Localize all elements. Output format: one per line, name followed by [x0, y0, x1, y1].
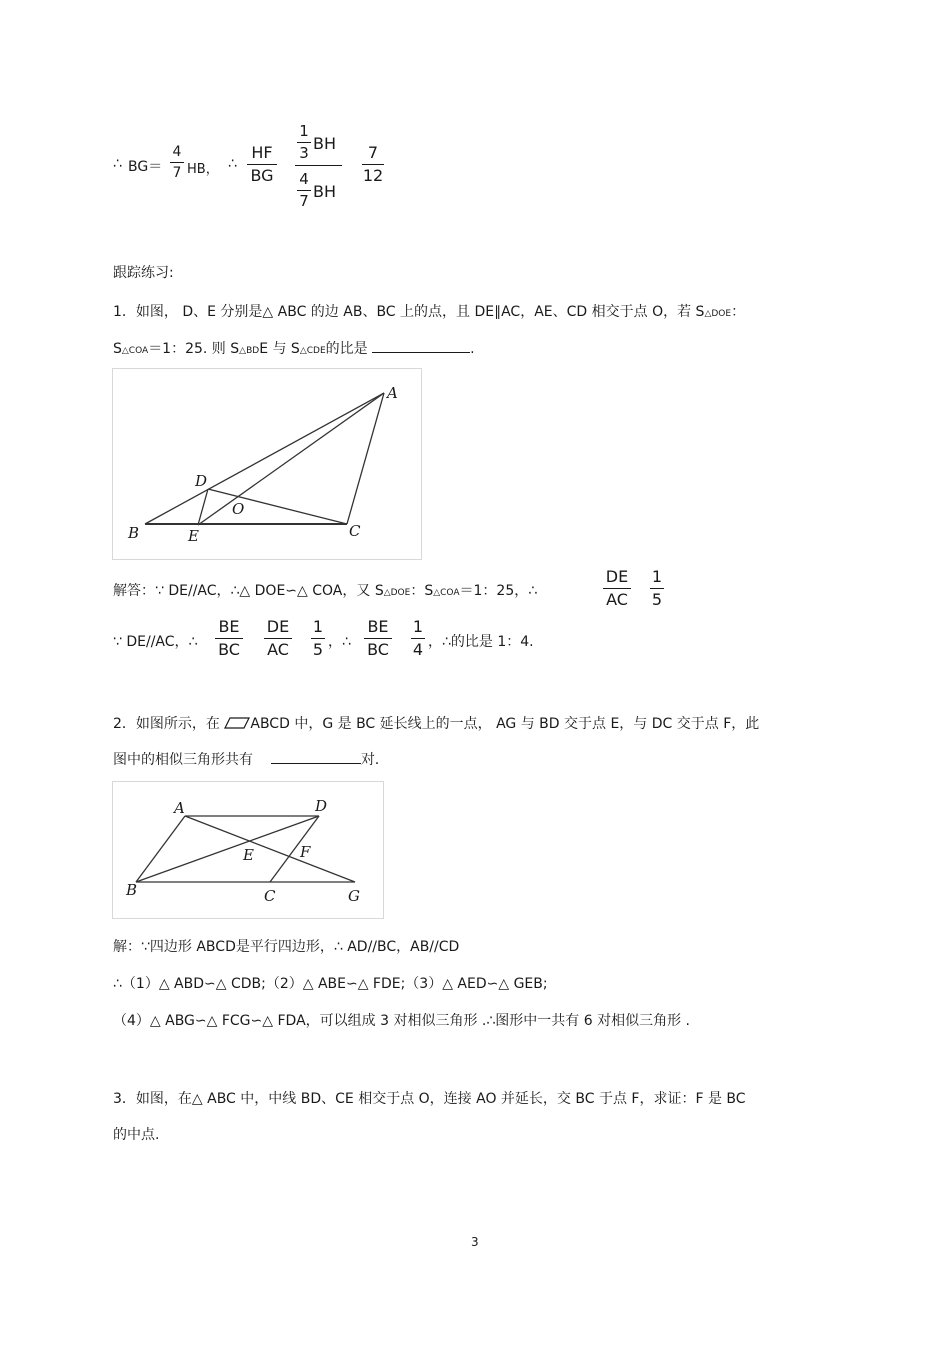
fraction-1-3: 1 3 — [297, 124, 311, 161]
practice-heading: 跟踪练习: — [113, 265, 174, 281]
q2-line1: 2．如图所示，在 ABCD 中，G 是 BC 延长线上的一点， AG 与 BD 交于点 E，与 DC 交于点 F，此 — [113, 716, 760, 732]
fraction-de-ac: DE AC — [603, 569, 631, 608]
comma-therefore: ，∴ — [328, 634, 351, 650]
label-o: O — [232, 500, 245, 518]
fraction-4-7-b: 4 7 — [297, 172, 311, 209]
hb-label: HB， — [187, 162, 219, 177]
label-b: B — [126, 881, 138, 899]
segment-dc — [208, 489, 347, 524]
label-e: E — [188, 527, 199, 545]
page-number: 3 — [471, 1235, 479, 1249]
q2-solution-line2: ∴（1）△ ABD∽△ CDB;（2）△ ABE∽△ FDE;（3）△ AED∽△ GEB; — [113, 976, 548, 992]
therefore-symbol: ∴ — [113, 156, 122, 172]
segment-ab — [136, 816, 185, 882]
bh-bottom: BH — [313, 182, 337, 201]
q2-line2: 图中的相似三角形共有 对. — [113, 752, 380, 768]
segment-dc — [270, 816, 319, 882]
segment-bd — [136, 816, 319, 882]
answer-blank-1 — [372, 340, 470, 353]
parallelogram-icon — [224, 717, 250, 729]
fraction-1-5: 1 5 — [651, 567, 663, 609]
fraction-hf-bg: HF BG — [247, 145, 277, 184]
fraction-be-bc-2: BE BC — [364, 619, 392, 658]
parallelogram-diagram — [112, 781, 384, 919]
fraction-be-bc: BE BC — [215, 619, 243, 658]
answer-blank-2 — [271, 751, 361, 764]
compound-fraction — [295, 120, 345, 212]
q1-ratio-answer: ，∴的比是 1：4. — [428, 634, 534, 650]
label-d: D — [195, 472, 208, 490]
label-e: E — [243, 846, 254, 864]
q3-line1: 3．如图，在△ ABC 中，中线 BD、CE 相交于点 O，连接 AO 并延长，交 BC 于点 F，求证：F 是 BC — [113, 1091, 746, 1107]
segment-ag — [185, 816, 355, 882]
fraction-7-12: 7 12 — [362, 143, 384, 185]
q1-line2: S△COA＝1：25. 则 S△BDE 与 S△CDE的比是 . — [113, 341, 475, 357]
label-b: B — [128, 524, 140, 542]
bg-equals: BG＝ — [128, 159, 163, 175]
q2-solution-line3: （4）△ ABG∽△ FCG∽△ FDA，可以组成 3 对相似三角形 .∴图形中一共有 6 对相似三角形 . — [113, 1013, 690, 1029]
label-a: A — [387, 384, 398, 402]
figure-q2 — [112, 781, 384, 919]
label-c: C — [349, 522, 361, 540]
bh-top: BH — [313, 134, 337, 153]
segment-ea — [198, 393, 384, 525]
triangle-diagram — [112, 368, 422, 560]
label-c: C — [264, 887, 276, 905]
figure-q1 — [112, 368, 422, 560]
segment-ca — [347, 393, 384, 524]
fraction-de-ac-2: DE AC — [264, 619, 292, 658]
q1-solution-line1: 解答：∵ DE//AC，∴△ DOE∽△ COA，又 S△DOE：S△COA＝1：25，∴ — [113, 583, 538, 599]
q3-line2: 的中点. — [113, 1127, 160, 1143]
label-a: A — [174, 799, 185, 817]
main-fraction-bar — [295, 165, 342, 166]
q1-solution-line2-start: ∵ DE//AC，∴ — [113, 634, 198, 650]
segment-ba — [145, 393, 384, 524]
therefore-symbol-2: ∴ — [228, 156, 237, 172]
q2-solution-line1: 解：∵四边形 ABCD是平行四边形，∴ AD//BC，AB//CD — [113, 939, 460, 955]
label-d: D — [315, 797, 328, 815]
label-g: G — [348, 887, 360, 905]
fraction-4-7: 4 7 — [170, 145, 184, 180]
fraction-1-5-2: 1 5 — [312, 617, 324, 659]
label-f: F — [300, 843, 311, 861]
fraction-1-4: 1 4 — [412, 617, 424, 659]
q1-line1: 1．如图， D、E 分别是△ ABC 的边 AB、BC 上的点，且 DE∥AC，AE、CD 相交于点 O，若 S△DOE： — [113, 304, 746, 320]
